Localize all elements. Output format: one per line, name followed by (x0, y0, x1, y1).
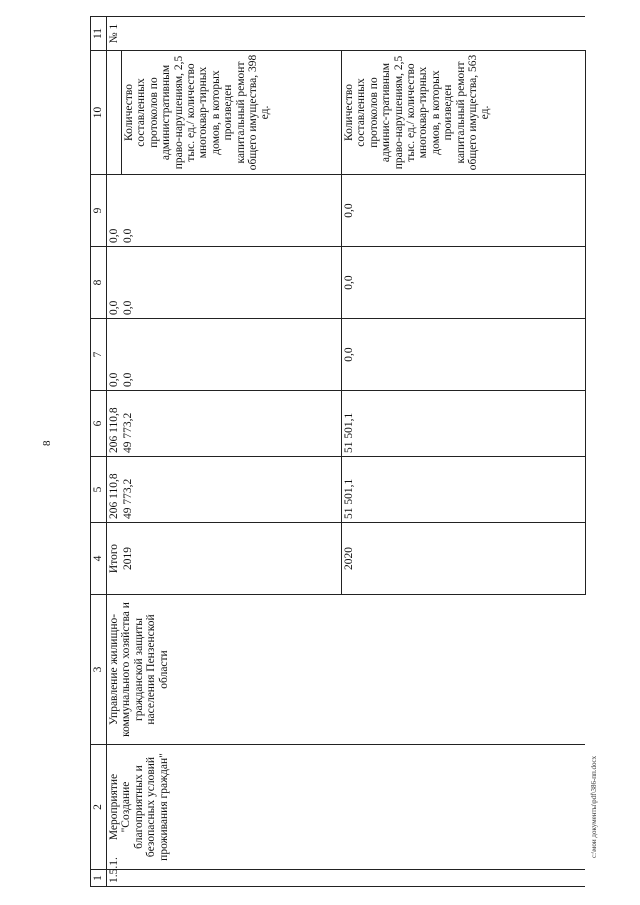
y2020-col8: 0,0 (341, 247, 585, 319)
y2019-col6: 49 773,2 (121, 391, 341, 457)
total-col9: 0,0 (107, 175, 122, 247)
total-col7: 0,0 (107, 319, 122, 391)
item-name: Мероприятие "Создание благоприятных и безопасных условий проживания граждан" (107, 745, 586, 870)
y2019-col9: 0,0 (121, 175, 341, 247)
item-executor: Управление жилищно-коммунального хозяйства и гражданской защиты населения Пензенской области (107, 595, 586, 745)
y2020-col9: 0,0 (341, 175, 585, 247)
rotated-table-container (90, 17, 587, 887)
year-2019: 2019 (121, 523, 341, 595)
page-number: 8 (41, 440, 53, 446)
header-cell: 10 (91, 51, 107, 175)
total-col5: 206 110,8 (107, 457, 122, 523)
y2019-col7: 0,0 (121, 319, 341, 391)
item-reference: № 1 (107, 17, 586, 51)
total-label: Итого (107, 523, 122, 595)
header-cell: 6 (91, 391, 107, 457)
footer-file-path: c:\мои документы\pdf\386-пп.docx (590, 755, 598, 858)
y2020-col6: 51 501,1 (341, 391, 585, 457)
y2020-indicator: Количество составленных протоколов по админис-тративным право-нарушениям, 2,5 тыс. ед./ количество многоквар-тирных домов, в которых произведен капитальный ремонт общего имущества, 563 ед. (341, 51, 585, 175)
item-number: 1.5.1. (107, 870, 586, 887)
header-cell: 3 (91, 595, 107, 745)
header-cell: 9 (91, 175, 107, 247)
header-cell: 11 (91, 17, 107, 51)
header-cell: 8 (91, 247, 107, 319)
header-cell: 1 (91, 870, 107, 887)
total-col10 (107, 51, 122, 175)
header-row (91, 17, 107, 887)
total-col8: 0,0 (107, 247, 122, 319)
y2020-col5: 51 501,1 (341, 457, 585, 523)
y2019-col5: 49 773,2 (121, 457, 341, 523)
y2019-col8: 0,0 (121, 247, 341, 319)
y2019-indicator: Количество составленных протоколов по административным право-нарушениям, 2,5 тыс. ед./ количество многоквар-тирных домов, в которых произведен капитальный ремонт общего имущества, 398 ед. (121, 51, 341, 175)
total-col6: 206 110,8 (107, 391, 122, 457)
header-cell: 2 (91, 745, 107, 870)
header-cell: 7 (91, 319, 107, 391)
header-cell: 4 (91, 523, 107, 595)
y2020-col7: 0,0 (341, 319, 585, 391)
table-row-total (107, 17, 122, 887)
program-table (90, 16, 586, 887)
header-cell: 5 (91, 457, 107, 523)
year-2020: 2020 (341, 523, 585, 595)
